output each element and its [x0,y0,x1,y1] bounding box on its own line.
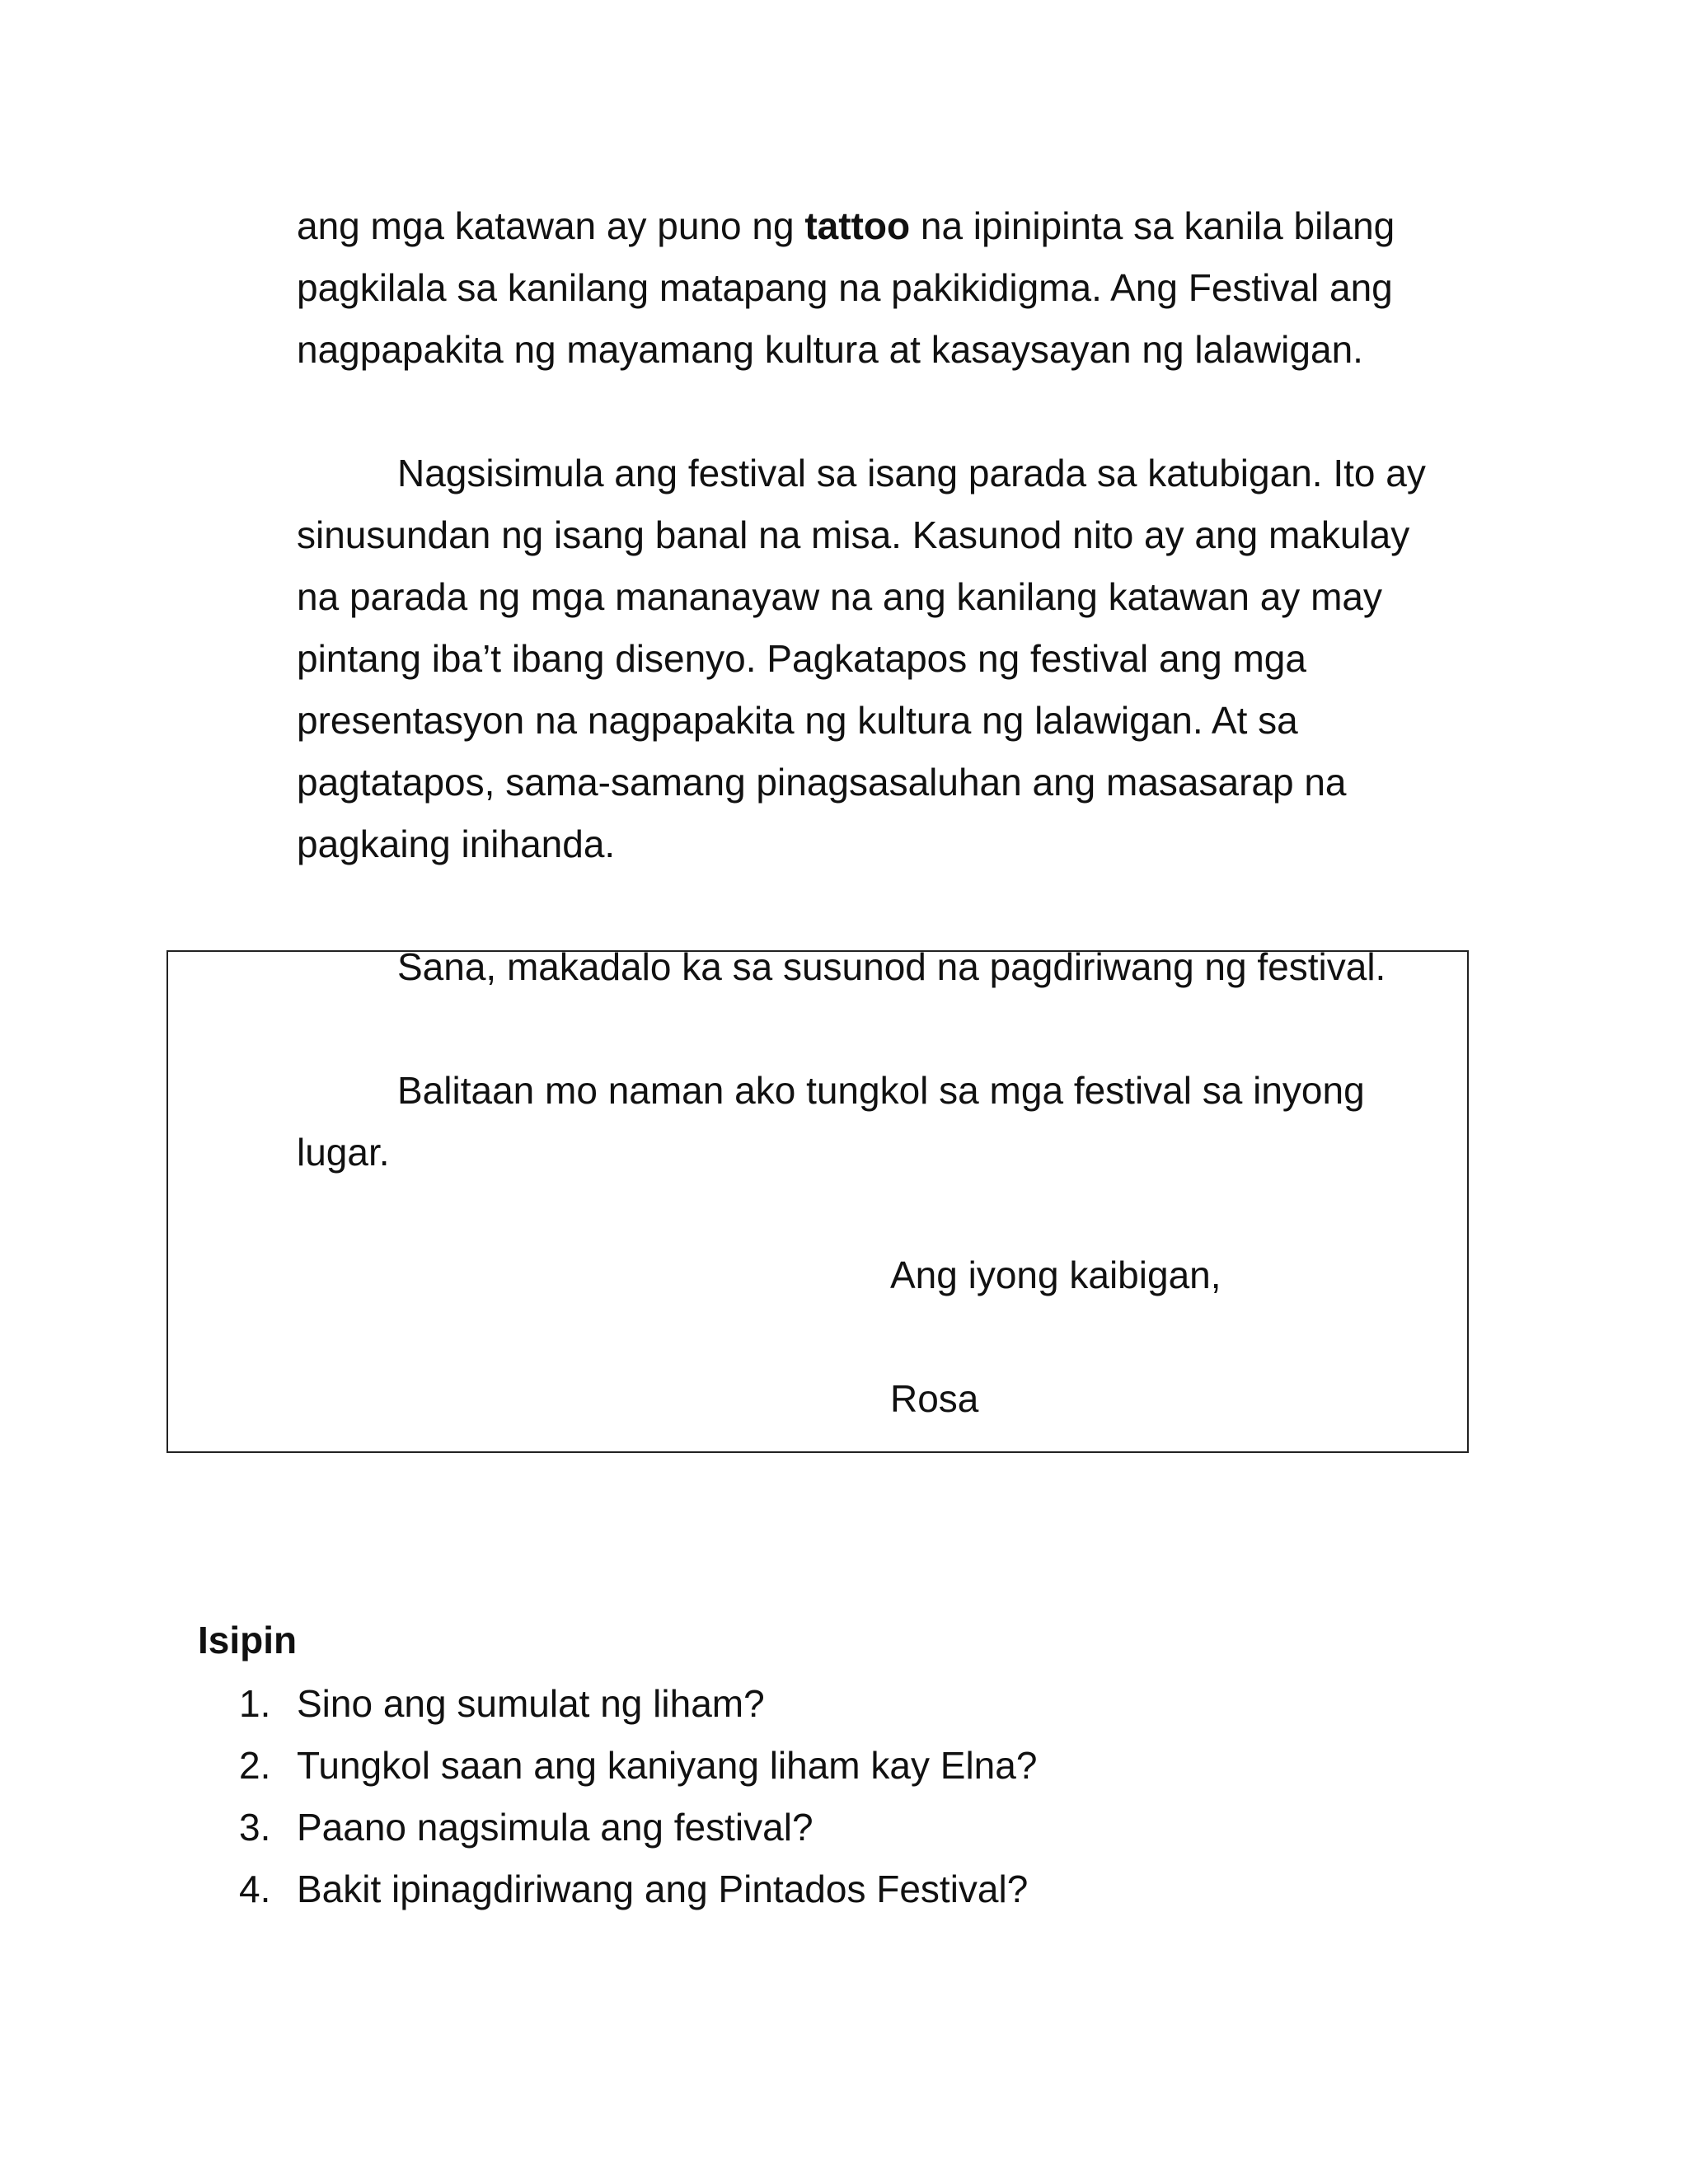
paragraph-line: pintang iba’t ibang disenyo. Pagkatapos ng festival ang mga [297,637,1306,680]
text-run: na ipinipinta sa kanila bilang [910,204,1395,247]
letter-signature: Rosa [890,1377,979,1420]
paragraph-line: nagpapakita ng mayamang kultura at kasaysayan ng lalawigan. [297,328,1363,371]
letter-wish: Sana, makadalo ka sa susunod na pagdiriwang ng festival. [397,945,1386,988]
paragraph-line: na parada ng mga mananayaw na ang kanilang katawan ay may [297,575,1382,618]
question-text: Paano nagsimula ang festival? [297,1806,814,1849]
list-item [239,1673,1037,1735]
paragraph-line: pagtatapos, sama-samang pinagsasaluhan ang masasarap na [297,761,1347,804]
letter-closing: Ang iyong kaibigan, [890,1254,1221,1296]
question-number: 1. [239,1682,271,1725]
letter-request: Balitaan mo naman ako tungkol sa mga festival sa inyong [397,1069,1365,1112]
list-item [239,1858,1037,1920]
paragraph-line: pagkaing inihanda. [297,823,616,865]
question-text: Sino ang sumulat ng liham? [297,1682,765,1725]
paragraph-line: presentasyon na nagpapakita ng kultura ng lalawigan. At sa [297,699,1298,742]
questions-list [239,1673,1037,1920]
paragraph-line: Nagsisimula ang festival sa isang parada sa katubigan. Ito ay [397,452,1426,494]
text-run: ang mga katawan ay puno ng [297,204,805,247]
paragraph-line: pagkilala sa kanilang matapang na pakikidigma. Ang Festival ang [297,266,1393,309]
question-number: 3. [239,1806,271,1849]
question-number: 4. [239,1868,271,1910]
list-item [239,1797,1037,1858]
paragraph-festival-events [297,443,1484,875]
paragraph-tattoo [297,195,1484,381]
question-text: Bakit ipinagdiriwang ang Pintados Festival? [297,1868,1029,1910]
paragraph-line [297,195,1484,257]
section-heading: Isipin [198,1619,298,1661]
letter-request-continued: lugar. [297,1131,390,1174]
question-number: 2. [239,1744,271,1787]
question-text: Tungkol saan ang kaniyang liham kay Elna? [297,1744,1038,1787]
bold-term: tattoo [804,204,911,247]
paragraph-line: sinusundan ng isang banal na misa. Kasunod nito ay ang makulay [297,513,1410,556]
list-item [239,1735,1037,1797]
letter-closing-box [166,950,1469,1453]
